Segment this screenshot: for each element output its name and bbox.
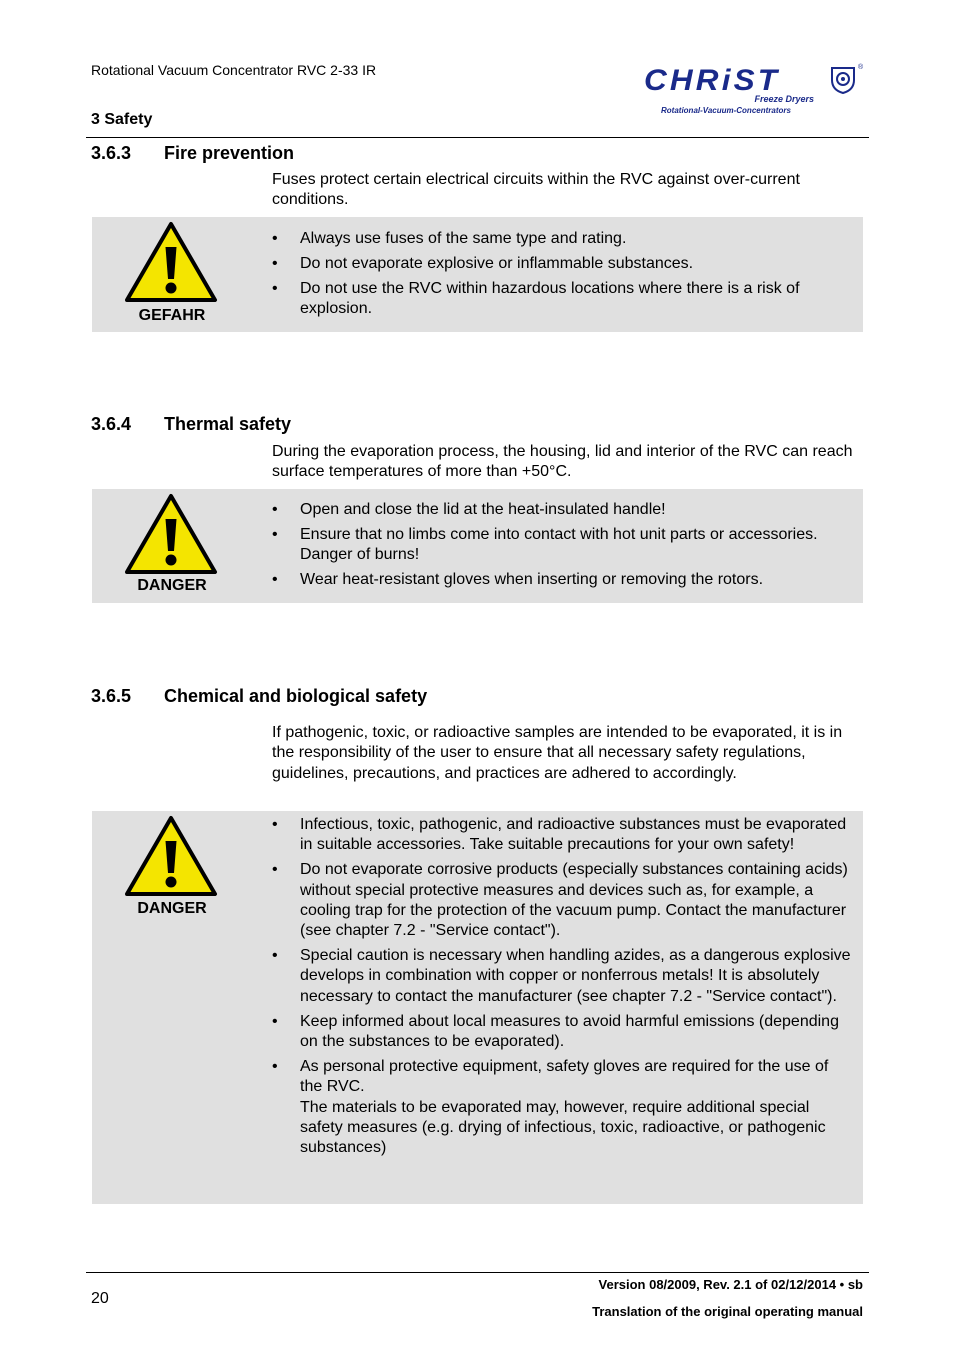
warning-label: DANGER — [137, 577, 207, 594]
section-number: 3.6.5 — [91, 686, 132, 706]
footer-divider — [86, 1272, 869, 1273]
section-title: Chemical and biological safety — [164, 686, 428, 706]
section-number: 3.6.4 — [91, 414, 132, 434]
list-item: • Ensure that no limbs come into contact with hot unit parts or accessories. Danger of burns! — [272, 525, 854, 566]
list-item: • Do not evaporate explosive or inflammable substances. — [272, 254, 854, 274]
list-item: • Do not evaporate corrosive products (especially substances containing acids) without special protective measures and devices such as, for example, a cooling trap for the protection of the vacuum pump. Contact the manufacturer (see chapter 7.2 - "Service contact"). — [272, 860, 854, 941]
warning-label: GEFAHR — [138, 307, 206, 324]
christ-emblem-icon — [830, 66, 856, 94]
warning-box — [92, 489, 863, 603]
warning-box — [92, 811, 863, 1204]
logo-wordmark: CHRiST — [644, 64, 781, 97]
page-number: 20 — [91, 1290, 109, 1307]
list-item: • Do not use the RVC within hazardous locations where there is a risk of explosion. — [272, 279, 854, 320]
list-item: • As personal protective equipment, safety gloves are required for the use of the RVC. The materials to be evaporated may, however, require additional special safety measures (e.g. drying of infectious, toxic, radioactive, or pathogenic substances) — [272, 1057, 854, 1158]
section-title: Fire prevention — [164, 143, 295, 163]
section-intro: If pathogenic, toxic, or radioactive samples are intended to be evaporated, it is in the responsibility of the user to ensure that all necessary safety regulations, guidelines, precautions, and practices are adhered to accordingly. — [272, 724, 843, 782]
header-divider — [86, 137, 869, 138]
registered-mark: ® — [858, 64, 864, 71]
logo-tagline-2: Rotational-Vacuum-Concentrators — [661, 106, 791, 115]
warning-list — [272, 815, 854, 1163]
version-info: Version 08/2009, Rev. 2.1 of 02/12/2014 • sb — [598, 1277, 863, 1292]
warning-triangle-icon — [124, 221, 218, 303]
list-item: • Open and close the lid at the heat-insulated handle! — [272, 500, 854, 520]
warning-list — [272, 500, 854, 595]
warning-triangle-icon — [124, 493, 218, 575]
section-intro: During the evaporation process, the housing, lid and interior of the RVC can reach surface temperatures of more than +50°C. — [272, 443, 853, 481]
section-intro: Fuses protect certain electrical circuits within the RVC against over-current conditions. — [272, 171, 800, 209]
list-item: • Keep informed about local measures to avoid harmful emissions (depending on the substances to be evaporated). — [272, 1012, 854, 1053]
warning-label: DANGER — [137, 900, 207, 917]
list-item: • Always use fuses of the same type and rating. — [272, 229, 854, 249]
list-item: • Infectious, toxic, pathogenic, and radioactive substances must be evaporated in suitable accessories. Take suitable precautions for your own safety! — [272, 815, 854, 856]
list-item: • Wear heat-resistant gloves when inserting or removing the rotors. — [272, 570, 854, 590]
translation-note: Translation of the original operating manual — [592, 1304, 863, 1319]
christ-logo — [640, 62, 866, 122]
warning-triangle-icon — [124, 815, 218, 897]
warning-list — [272, 229, 854, 324]
logo-tagline-1: Freeze Dryers — [754, 94, 814, 104]
running-section-title: 3 Safety — [91, 111, 153, 128]
warning-box — [92, 217, 863, 332]
document-title: Rotational Vacuum Concentrator RVC 2-33 IR — [91, 62, 377, 78]
section-number: 3.6.3 — [91, 143, 132, 163]
section-title: Thermal safety — [164, 414, 292, 434]
list-item: • Special caution is necessary when handling azides, as a dangerous explosive develops in combination with copper or nonferrous metals! It is absolutely necessary to contact the manufacturer (see chapter 7.2 - "Service contact"). — [272, 946, 854, 1007]
